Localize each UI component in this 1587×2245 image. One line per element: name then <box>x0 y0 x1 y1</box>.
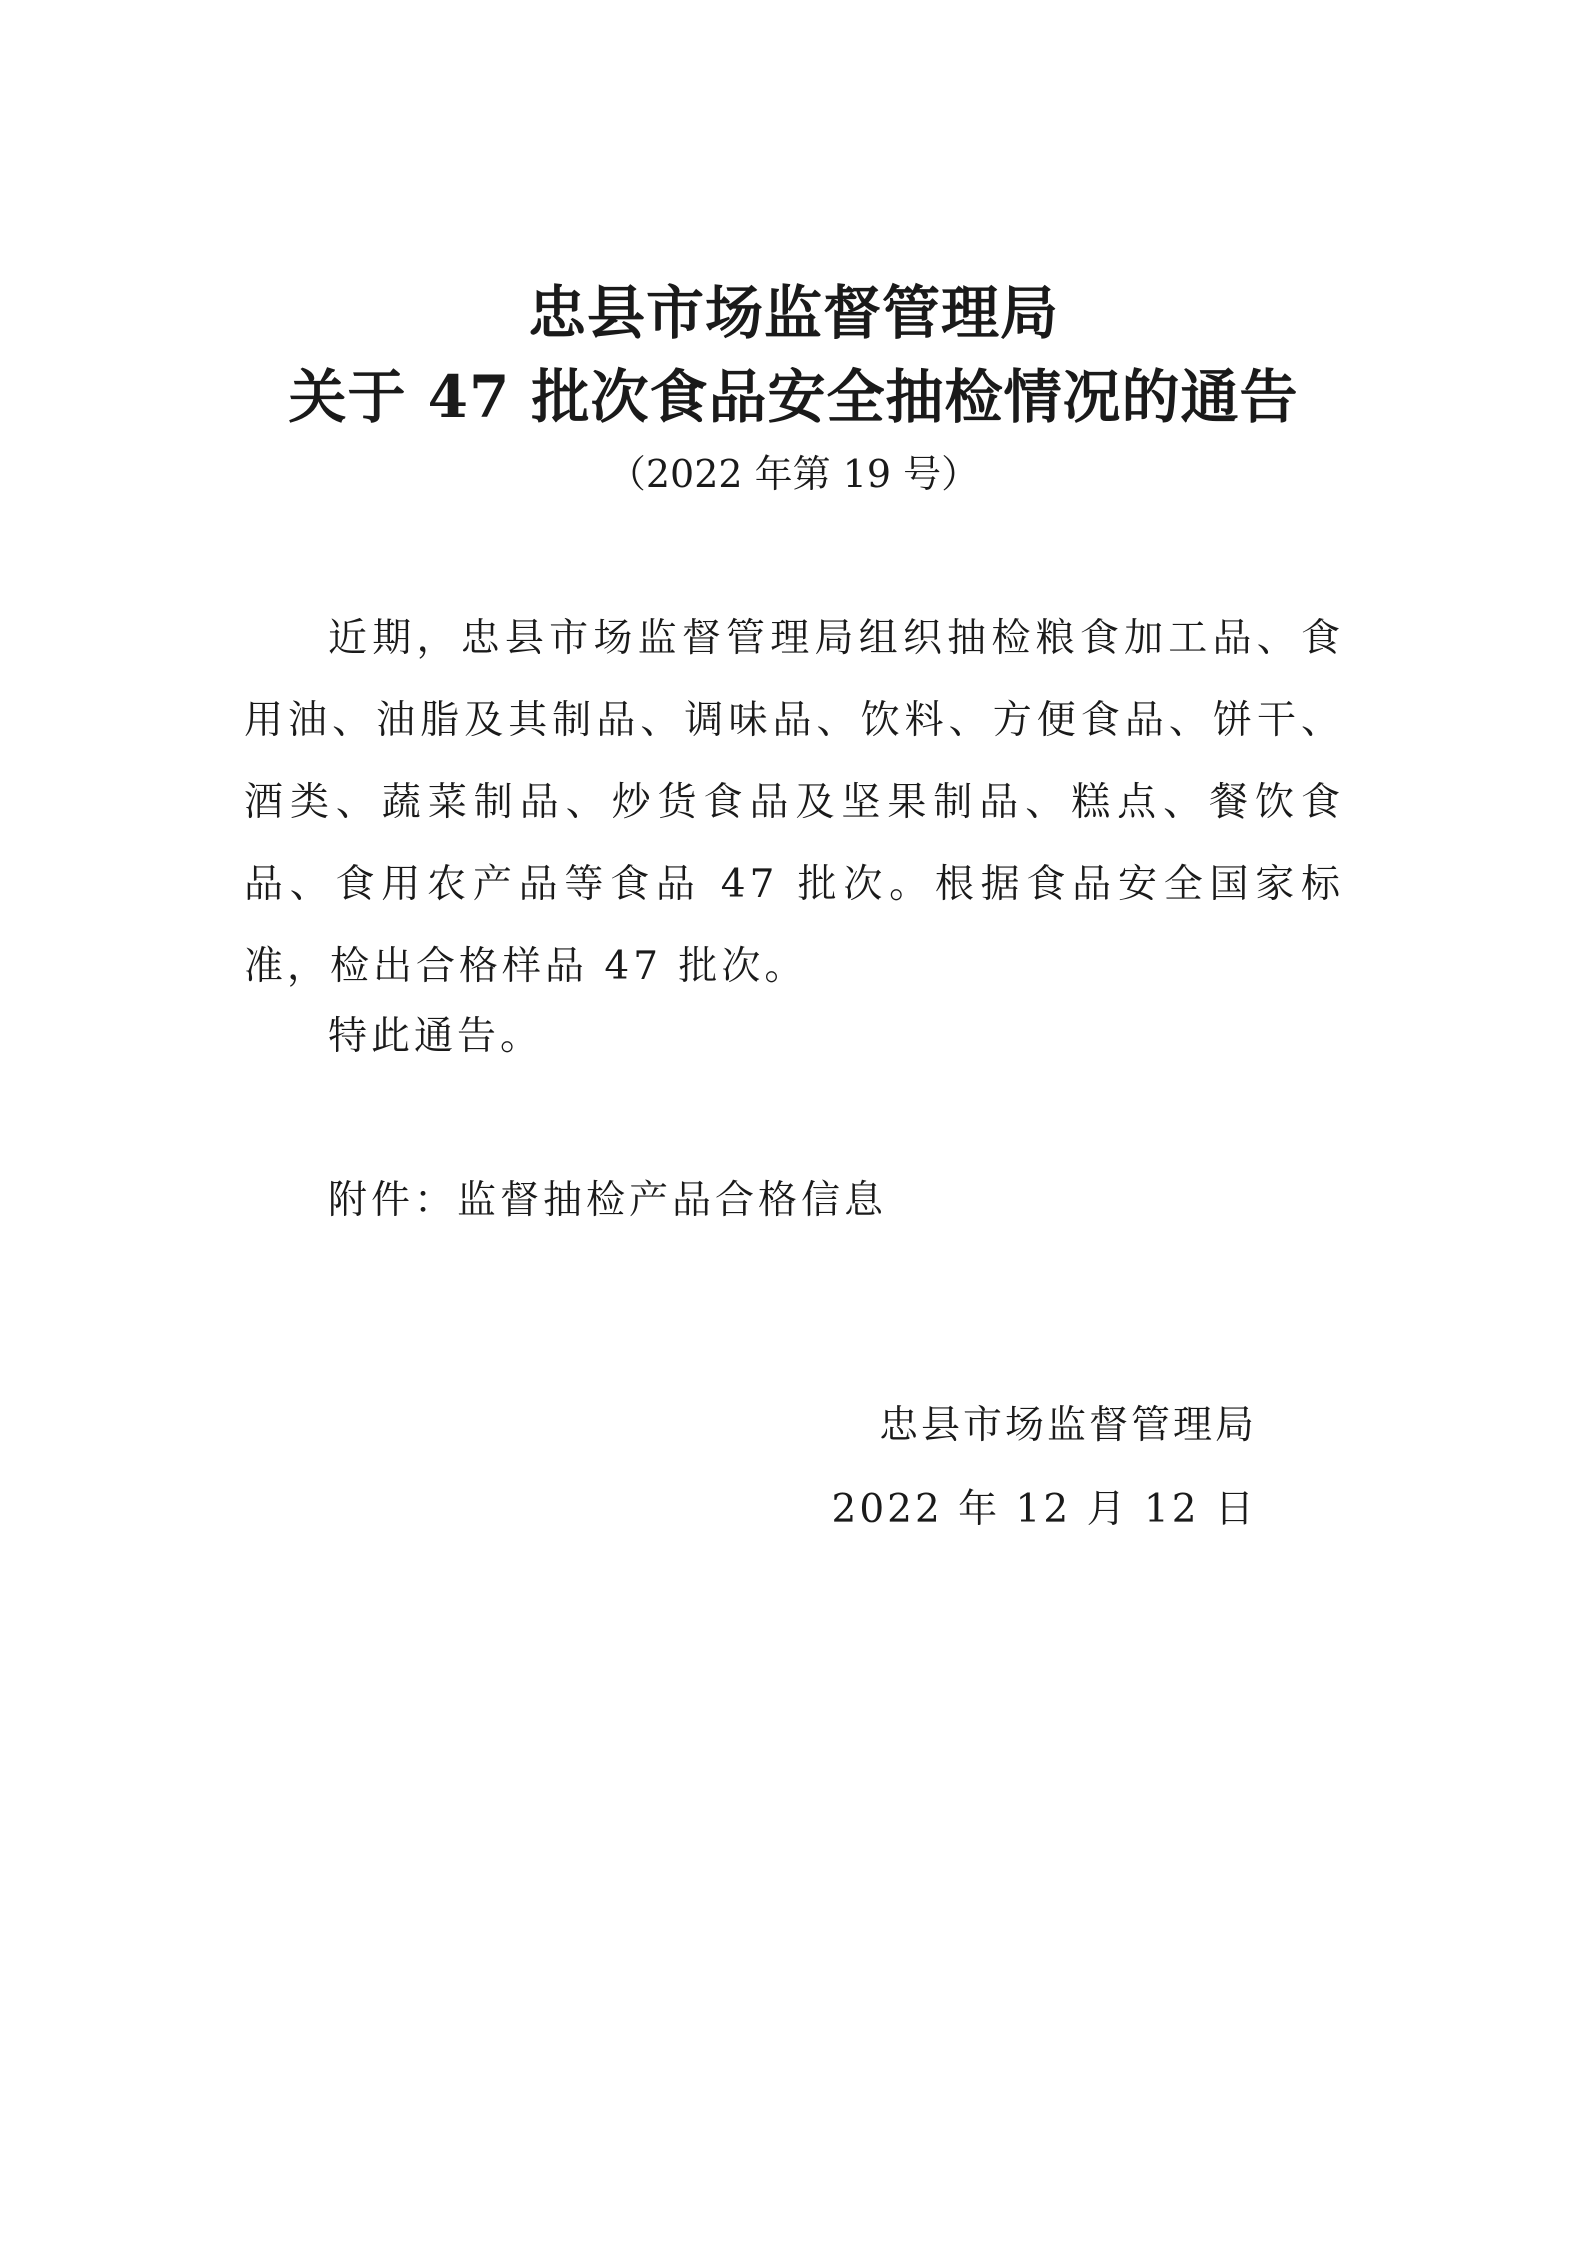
signature-date: 2022 年 12 月 12 日 <box>831 1487 1257 1532</box>
document-title-line-2: 关于 47 批次食品安全抽检情况的通告 <box>288 363 1299 431</box>
signature-organization: 忠县市场监督管理局 <box>878 1403 1257 1448</box>
closing-statement: 特此通告。 <box>328 1014 544 1059</box>
attachment-note: 附件：监督抽检产品合格信息 <box>328 1178 888 1223</box>
document-number: （2022 年第 19 号） <box>607 452 980 496</box>
body-paragraph: 近期，忠县市场监督管理局组织抽检粮食加工品、食用油、油脂及其制品、调味品、饮料、方便食品、饼干、酒类、蔬菜制品、炒货食品及坚果制品、糕点、餐饮食品、食用农产品等食品 47 批次。根据食品安全国家标准，检出合格样品 47 批次。 <box>244 616 1344 989</box>
document-title-line-1: 忠县市场监督管理局 <box>527 279 1059 347</box>
